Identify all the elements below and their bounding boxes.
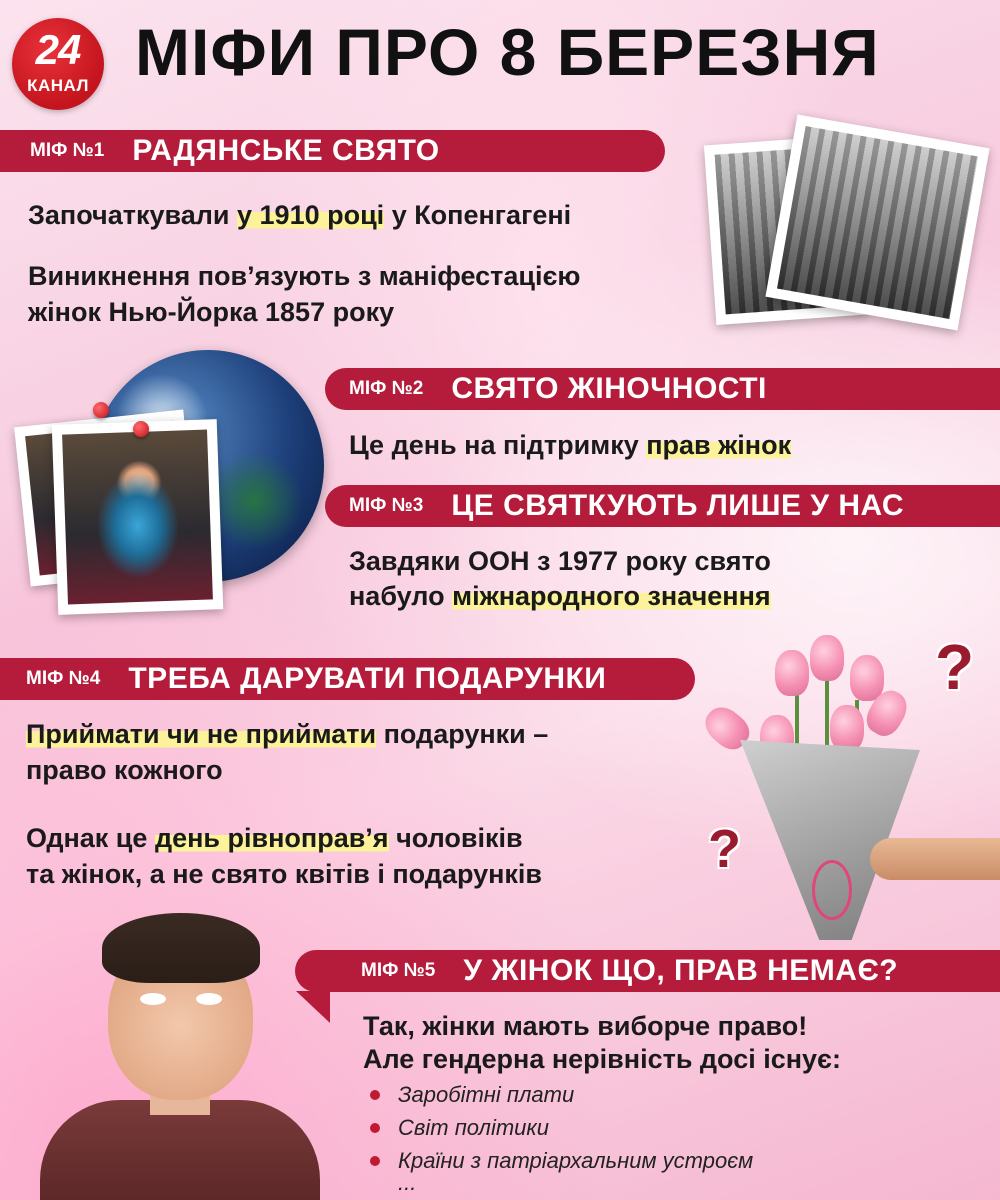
inequality-list [366, 1078, 986, 1177]
man-shirt [40, 1100, 320, 1200]
question-mark-icon: ? [935, 631, 975, 703]
myth-4-line-4: та жінок, а не свято квітів і подарунків [26, 859, 543, 889]
myth-4-banner [0, 658, 695, 700]
myth-4-title: ТРЕБА ДАРУВАТИ ПОДАРУНКИ [128, 662, 607, 695]
myth-2-title: СВЯТО ЖІНОЧНОСТІ [451, 372, 767, 405]
protest-photo-image [777, 126, 978, 319]
ribbon [812, 860, 852, 920]
myth-2-line-1-pre: Це день на підтримку [349, 430, 647, 460]
myth-2-line-1 [349, 427, 989, 463]
myth-1-tag: МІФ №1 [30, 140, 105, 161]
tulip-bouquet [700, 630, 940, 950]
page-title: МІФИ ПРО 8 БЕРЕЗНЯ [135, 15, 880, 89]
myth-1-banner [0, 130, 665, 172]
myth-4-line-2: право кожного [26, 755, 223, 785]
myth-1-line-2b: жінок Нью-Йорка 1857 року [28, 297, 395, 327]
myth-3-title: ЦЕ СВЯТКУЮТЬ ЛИШЕ У НАС [451, 489, 905, 522]
myth-1-line-1 [28, 197, 708, 233]
myth-3-highlight: міжнародного значення [452, 581, 771, 611]
myth-1-title: РАДЯНСЬКЕ СВЯТО [132, 134, 440, 167]
women-photo-image [62, 430, 213, 605]
myth-1-line-1-pre: Започаткували [28, 200, 238, 230]
myth-4-line-1-post: подарунки – [376, 719, 549, 749]
logo-word: КАНАЛ [27, 76, 89, 95]
man-eye [140, 993, 166, 1005]
speech-bubble-tail [296, 991, 330, 1023]
pin-icon [133, 421, 149, 437]
list-item: Світ політики [366, 1111, 986, 1144]
myth-1-highlight: у 1910 році [237, 200, 385, 230]
myth-3-line-2 [349, 578, 989, 614]
logo-number: 24 [35, 26, 81, 73]
tulip-flower [810, 635, 844, 681]
myth-2-highlight: прав жінок [646, 430, 792, 460]
protest-photo-front [765, 114, 989, 330]
tulip-flower [775, 650, 809, 696]
pin-icon [93, 402, 109, 418]
list-item: Заробітні плати [366, 1078, 986, 1111]
thinking-man [40, 905, 320, 1200]
myth-4-highlight-2: день рівноправ’я [154, 823, 389, 853]
myth-3-tag: МІФ №3 [349, 495, 424, 516]
myth-4-line-3 [26, 820, 706, 856]
myth-4-tag: МІФ №4 [26, 668, 101, 689]
man-hair [102, 913, 260, 983]
myth-3-banner [325, 485, 1000, 527]
myth-2-tag: МІФ №2 [349, 378, 424, 399]
list-item: Країни з патріархальним устроєм [366, 1144, 986, 1177]
myth-5-title: У ЖІНОК ЩО, ПРАВ НЕМАЄ? [463, 954, 899, 987]
myth-3-line-1: Завдяки ООН з 1977 року свято [349, 546, 771, 576]
myth-5-tag: МІФ №5 [361, 960, 436, 981]
women-photo-front [52, 419, 224, 615]
myth-2-banner [325, 368, 1000, 410]
question-mark-icon: ? [708, 819, 741, 879]
myth-4-line-3-pre: Однак це [26, 823, 155, 853]
myth-4-line-3-post: чоловіків [388, 823, 523, 853]
myth-5-banner [295, 950, 1000, 992]
myth-1-line-1-post: у Копенгагені [384, 200, 572, 230]
man-eye [196, 993, 222, 1005]
myth-3-line-2-pre: набуло [349, 581, 453, 611]
myth-4-highlight-1: Приймати чи не приймати [26, 719, 377, 749]
myth-4-line-1 [26, 716, 706, 752]
channel-logo [12, 18, 104, 110]
list-ellipsis: ... [398, 1170, 417, 1195]
myth-5-line-2: Але гендерна нерівність досі існує: [363, 1044, 841, 1074]
myth-1-line-2a: Виникнення пов’язують з маніфестацією [28, 261, 581, 291]
myth-5-line-1: Так, жінки мають виборче право! [363, 1011, 808, 1041]
hand [870, 838, 1000, 880]
tulip-flower [830, 705, 864, 751]
